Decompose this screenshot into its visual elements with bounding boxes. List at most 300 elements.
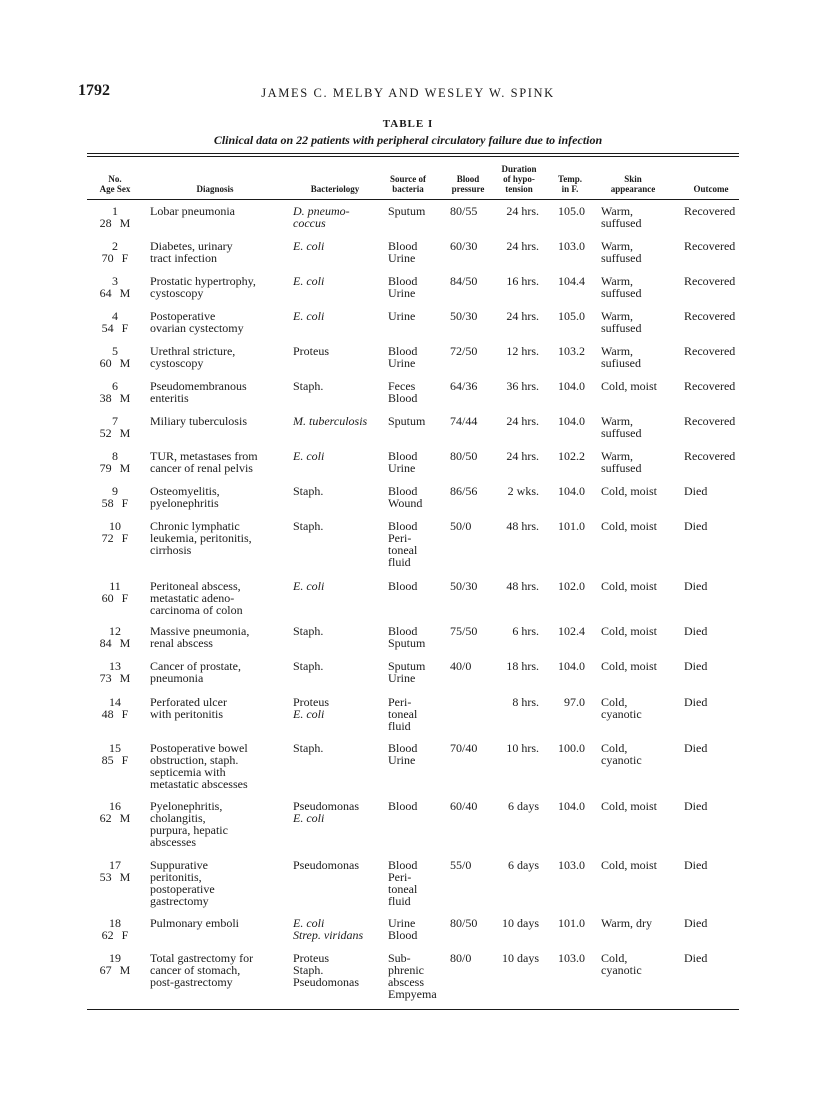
hypotension-duration: 24 hrs. bbox=[506, 449, 539, 463]
skin-appearance-cell bbox=[601, 520, 657, 532]
source-cell-line: Blood bbox=[388, 484, 418, 498]
diagnosis-cell-line: Pseudomembranous bbox=[150, 379, 247, 393]
bacteriology-cell-line: Staph. bbox=[293, 484, 324, 498]
sex: M bbox=[119, 356, 131, 370]
case-number: 14 bbox=[109, 695, 121, 709]
source-cell-line: Blood bbox=[388, 519, 418, 533]
blood-pressure: 50/0 bbox=[450, 519, 472, 533]
bacteriology-cell-line: D. pneumo- bbox=[293, 204, 350, 218]
diagnosis-cell-line: ovarian cystectomy bbox=[150, 321, 244, 335]
bacteriology-cell-line: Staph. bbox=[293, 624, 324, 638]
blood-pressure: 80/55 bbox=[450, 204, 478, 218]
diagnosis-cell-line: renal abscess bbox=[150, 636, 213, 650]
temperature: 102.2 bbox=[558, 449, 585, 463]
source-cell bbox=[388, 952, 437, 1000]
outcome: Recovered bbox=[684, 379, 736, 393]
skin-appearance-cell-line: Cold, moist bbox=[601, 519, 658, 533]
source-cell-line: Peri- bbox=[388, 531, 412, 545]
column-header-bp bbox=[440, 168, 496, 194]
skin-appearance-cell-line: cyanotic bbox=[601, 963, 642, 977]
diagnosis-cell-line: Cancer of prostate, bbox=[150, 659, 241, 673]
skin-appearance-cell-line: Warm, bbox=[601, 274, 634, 288]
source-cell bbox=[388, 917, 417, 941]
skin-appearance-cell bbox=[601, 800, 657, 812]
source-cell-line: Urine bbox=[388, 251, 416, 265]
bacteriology-cell bbox=[293, 952, 359, 988]
bacteriology-cell bbox=[293, 625, 323, 637]
diagnosis-cell bbox=[150, 580, 243, 616]
source-cell-line: Blood bbox=[388, 391, 418, 405]
header-bp-line2: pressure bbox=[451, 184, 485, 194]
hypotension-duration: 24 hrs. bbox=[506, 239, 539, 253]
age: 85 bbox=[101, 753, 114, 767]
age: 38 bbox=[99, 391, 112, 405]
sex: F bbox=[121, 251, 129, 265]
case-number-cell bbox=[96, 450, 134, 474]
bacteriology-cell bbox=[293, 917, 363, 941]
bacteriology-cell bbox=[293, 380, 323, 392]
hypotension-duration: 36 hrs. bbox=[506, 379, 539, 393]
bacteriology-cell-line: E. coli bbox=[293, 309, 325, 323]
hypotension-duration: 10 hrs. bbox=[506, 741, 539, 755]
diagnosis-cell bbox=[150, 742, 248, 790]
case-number-cell bbox=[96, 380, 134, 404]
bacteriology-cell bbox=[293, 520, 323, 532]
temperature: 100.0 bbox=[558, 741, 585, 755]
source-cell-line: Blood bbox=[388, 344, 418, 358]
source-cell-line: Urine bbox=[388, 309, 416, 323]
case-number-cell bbox=[96, 696, 134, 720]
header-temp-line2: in F. bbox=[561, 184, 579, 194]
source-cell bbox=[388, 485, 422, 509]
temperature: 104.4 bbox=[558, 274, 585, 288]
skin-appearance-cell bbox=[601, 310, 641, 334]
diagnosis-cell-line: Postoperative bowel bbox=[150, 741, 248, 755]
source-cell bbox=[388, 240, 417, 264]
skin-appearance-cell bbox=[601, 660, 657, 672]
diagnosis-cell-line: Postoperative bbox=[150, 309, 216, 323]
skin-appearance-cell-line: Cold, bbox=[601, 951, 628, 965]
outcome: Died bbox=[684, 624, 708, 638]
running-head: JAMES C. MELBY AND WESLEY W. SPINK bbox=[261, 86, 555, 100]
case-number-cell bbox=[96, 275, 134, 299]
diagnosis-cell bbox=[150, 625, 249, 649]
temperature: 103.0 bbox=[558, 239, 585, 253]
source-cell-line: Urine bbox=[388, 753, 416, 767]
skin-appearance-cell-line: suffused bbox=[601, 321, 642, 335]
diagnosis-cell-line: leukemia, peritonitis, bbox=[150, 531, 252, 545]
temperature: 104.0 bbox=[558, 799, 585, 813]
skin-appearance-cell-line: Cold, moist bbox=[601, 858, 658, 872]
hypotension-duration: 10 days bbox=[502, 916, 539, 930]
case-number: 17 bbox=[109, 858, 121, 872]
source-cell-line: Blood bbox=[388, 239, 418, 253]
age: 60 bbox=[99, 356, 112, 370]
source-cell bbox=[388, 580, 417, 592]
temperature: 104.0 bbox=[558, 659, 585, 673]
source-cell bbox=[388, 742, 417, 766]
source-cell-line: Peri- bbox=[388, 870, 412, 884]
header-source-line1: Source of bbox=[389, 174, 427, 184]
case-number: 8 bbox=[112, 449, 118, 463]
case-number: 12 bbox=[109, 624, 121, 638]
diagnosis-cell bbox=[150, 520, 252, 556]
age-sex bbox=[96, 929, 134, 941]
skin-appearance-cell bbox=[601, 580, 657, 592]
skin-appearance-cell bbox=[601, 380, 657, 392]
diagnosis-cell-line: Suppurative bbox=[150, 858, 208, 872]
source-cell-line: Sputum bbox=[388, 414, 426, 428]
header-rule-top-2 bbox=[87, 156, 739, 157]
case-number-cell bbox=[96, 580, 134, 604]
column-header-skin bbox=[596, 168, 670, 194]
case-number-cell bbox=[96, 917, 134, 941]
diagnosis-cell bbox=[150, 275, 256, 299]
skin-appearance-cell-line: Warm, dry bbox=[601, 916, 653, 930]
diagnosis-cell bbox=[150, 800, 228, 848]
source-cell-line: Blood bbox=[388, 741, 418, 755]
bacteriology-cell bbox=[293, 310, 324, 322]
bacteriology-cell-line: Pseudomonas bbox=[293, 975, 359, 989]
sex: F bbox=[121, 753, 129, 767]
sex: M bbox=[119, 811, 131, 825]
blood-pressure: 80/50 bbox=[450, 916, 478, 930]
column-header-no bbox=[92, 168, 138, 194]
diagnosis-cell-line: cirrhosis bbox=[150, 543, 192, 557]
skin-appearance-cell-line: Cold, moist bbox=[601, 624, 658, 638]
diagnosis-cell bbox=[150, 660, 241, 684]
case-number: 15 bbox=[109, 741, 121, 755]
skin-appearance-cell-line: Warm, bbox=[601, 309, 634, 323]
diagnosis-cell bbox=[150, 345, 235, 369]
case-number: 7 bbox=[112, 414, 118, 428]
source-cell-line: toneal bbox=[388, 543, 418, 557]
age-sex bbox=[96, 812, 134, 824]
skin-appearance-cell bbox=[601, 485, 657, 497]
header-bp-line1: Blood bbox=[456, 174, 480, 184]
blood-pressure: 72/50 bbox=[450, 344, 478, 358]
bacteriology-cell bbox=[293, 696, 329, 720]
sex: F bbox=[121, 496, 129, 510]
source-cell-line: Sputum bbox=[388, 636, 426, 650]
bacteriology-cell-line: E. coli bbox=[293, 239, 325, 253]
outcome: Recovered bbox=[684, 204, 736, 218]
sex: M bbox=[119, 426, 131, 440]
diagnosis-cell-line: peritonitis, bbox=[150, 870, 202, 884]
diagnosis-cell-line: post-gastrectomy bbox=[150, 975, 233, 989]
bacteriology-cell bbox=[293, 742, 323, 754]
skin-appearance-cell bbox=[601, 952, 642, 976]
header-outcome: Outcome bbox=[693, 184, 729, 194]
hypotension-duration: 8 hrs. bbox=[512, 695, 539, 709]
case-number-cell bbox=[96, 742, 134, 766]
diagnosis-cell-line: Diabetes, urinary bbox=[150, 239, 233, 253]
header-duration-line2: of hypo- bbox=[503, 174, 535, 184]
bacteriology-cell-line: E. coli bbox=[293, 707, 325, 721]
blood-pressure: 70/40 bbox=[450, 741, 478, 755]
age: 60 bbox=[101, 591, 114, 605]
age: 62 bbox=[99, 811, 112, 825]
diagnosis-cell-line: Massive pneumonia, bbox=[150, 624, 250, 638]
source-cell bbox=[388, 660, 425, 684]
blood-pressure: 60/40 bbox=[450, 799, 478, 813]
age-sex bbox=[96, 592, 134, 604]
skin-appearance-cell bbox=[601, 625, 657, 637]
outcome: Recovered bbox=[684, 449, 736, 463]
diagnosis-cell-line: Urethral stricture, bbox=[150, 344, 236, 358]
source-cell-line: fluid bbox=[388, 894, 411, 908]
sex: F bbox=[121, 591, 129, 605]
diagnosis-cell-line: cancer of stomach, bbox=[150, 963, 241, 977]
source-cell bbox=[388, 520, 417, 568]
source-cell bbox=[388, 450, 417, 474]
temperature: 104.0 bbox=[558, 379, 585, 393]
temperature: 102.4 bbox=[558, 624, 585, 638]
temperature: 97.0 bbox=[564, 695, 585, 709]
case-number: 9 bbox=[112, 484, 118, 498]
case-number-cell bbox=[96, 625, 134, 649]
bacteriology-cell-line: E. coli bbox=[293, 811, 325, 825]
case-number: 3 bbox=[112, 274, 118, 288]
case-number: 4 bbox=[112, 309, 118, 323]
header-source-line2: bacteria bbox=[392, 184, 424, 194]
source-cell-line: Blood bbox=[388, 858, 418, 872]
skin-appearance-cell-line: Warm, bbox=[601, 449, 634, 463]
case-number-cell bbox=[96, 660, 134, 684]
age-sex bbox=[96, 217, 134, 229]
diagnosis-cell bbox=[150, 415, 247, 427]
hypotension-duration: 6 days bbox=[508, 799, 539, 813]
bacteriology-cell bbox=[293, 859, 359, 871]
diagnosis-cell-line: gastrectomy bbox=[150, 894, 209, 908]
age: 53 bbox=[99, 870, 112, 884]
table-caption: Clinical data on 22 patients with peripheral circulatory failure due to infection bbox=[213, 133, 603, 147]
bacteriology-cell-line: Proteus bbox=[293, 951, 329, 965]
age: 73 bbox=[99, 671, 112, 685]
header-diagnosis: Diagnosis bbox=[196, 184, 234, 194]
sex: M bbox=[119, 461, 131, 475]
source-cell bbox=[388, 415, 425, 427]
outcome: Died bbox=[684, 695, 708, 709]
skin-appearance-cell-line: suffused bbox=[601, 286, 642, 300]
outcome: Died bbox=[684, 741, 708, 755]
bacteriology-cell bbox=[293, 415, 367, 427]
source-cell bbox=[388, 205, 425, 217]
case-number-cell bbox=[96, 800, 134, 824]
source-cell-line: Blood bbox=[388, 449, 418, 463]
outcome: Died bbox=[684, 659, 708, 673]
source-cell-line: Sputum bbox=[388, 659, 426, 673]
diagnosis-cell-line: Lobar pneumonia bbox=[150, 204, 235, 218]
diagnosis-cell-line: TUR, metastases from bbox=[150, 449, 258, 463]
bacteriology-cell bbox=[293, 205, 350, 229]
diagnosis-cell-line: Perforated ulcer bbox=[150, 695, 227, 709]
bacteriology-cell-line: Staph. bbox=[293, 519, 324, 533]
table-label: TABLE I bbox=[382, 118, 434, 130]
bacteriology-cell bbox=[293, 275, 324, 287]
diagnosis-cell-line: Prostatic hypertrophy, bbox=[150, 274, 256, 288]
source-cell-line: Feces bbox=[388, 379, 416, 393]
hypotension-duration: 24 hrs. bbox=[506, 414, 539, 428]
blood-pressure: 84/50 bbox=[450, 274, 478, 288]
header-bacteriology: Bacteriology bbox=[310, 184, 360, 194]
age: 72 bbox=[101, 531, 114, 545]
header-no-line2: Age Sex bbox=[99, 184, 131, 194]
age-sex bbox=[96, 672, 134, 684]
case-number: 13 bbox=[109, 659, 121, 673]
case-number-cell bbox=[96, 485, 134, 509]
blood-pressure: 80/50 bbox=[450, 449, 478, 463]
sex: M bbox=[119, 286, 131, 300]
blood-pressure: 74/44 bbox=[450, 414, 478, 428]
source-cell-line: fluid bbox=[388, 555, 411, 569]
temperature: 105.0 bbox=[558, 309, 585, 323]
case-number-cell bbox=[96, 520, 134, 544]
diagnosis-cell-line: pneumonia bbox=[150, 671, 204, 685]
bacteriology-cell-line: Staph. bbox=[293, 379, 324, 393]
skin-appearance-cell-line: suffused bbox=[601, 251, 642, 265]
column-header-diagnosis bbox=[170, 168, 260, 194]
age-sex bbox=[96, 964, 134, 976]
skin-appearance-cell-line: Warm, bbox=[601, 414, 634, 428]
blood-pressure: 80/0 bbox=[450, 951, 472, 965]
bacteriology-cell-line: Staph. bbox=[293, 659, 324, 673]
case-number: 10 bbox=[109, 519, 121, 533]
hypotension-duration: 10 days bbox=[502, 951, 539, 965]
skin-appearance-cell-line: suffused bbox=[601, 216, 642, 230]
skin-appearance-cell bbox=[601, 240, 641, 264]
skin-appearance-cell bbox=[601, 450, 641, 474]
case-number-cell bbox=[96, 345, 134, 369]
bacteriology-cell-line: E. coli bbox=[293, 579, 325, 593]
age-sex bbox=[96, 427, 134, 439]
skin-appearance-cell bbox=[601, 275, 641, 299]
skin-appearance-cell bbox=[601, 205, 641, 229]
header-rule-bottom bbox=[87, 199, 739, 200]
header-duration-line3: tension bbox=[505, 184, 533, 194]
bacteriology-cell bbox=[293, 485, 323, 497]
bacteriology-cell-line: Strep. viridans bbox=[293, 928, 364, 942]
diagnosis-cell bbox=[150, 450, 258, 474]
skin-appearance-cell bbox=[601, 345, 641, 369]
sex: F bbox=[121, 321, 129, 335]
column-header-duration bbox=[492, 158, 546, 194]
diagnosis-cell-line: cancer of renal pelvis bbox=[150, 461, 253, 475]
bacteriology-cell-line: coccus bbox=[293, 216, 326, 230]
diagnosis-cell-line: metastatic adeno- bbox=[150, 591, 235, 605]
diagnosis-cell-line: cystoscopy bbox=[150, 356, 204, 370]
header-rule-top bbox=[87, 153, 739, 154]
diagnosis-cell-line: Total gastrectomy for bbox=[150, 951, 254, 965]
diagnosis-cell bbox=[150, 859, 215, 907]
blood-pressure: 50/30 bbox=[450, 309, 478, 323]
temperature: 101.0 bbox=[558, 916, 585, 930]
outcome: Died bbox=[684, 519, 708, 533]
age-sex bbox=[96, 532, 134, 544]
diagnosis-cell-line: Pulmonary emboli bbox=[150, 916, 239, 930]
bacteriology-cell-line: Pseudomonas bbox=[293, 858, 359, 872]
outcome: Recovered bbox=[684, 414, 736, 428]
diagnosis-cell-line: enteritis bbox=[150, 391, 189, 405]
age-sex bbox=[96, 871, 134, 883]
bacteriology-cell-line: Proteus bbox=[293, 344, 329, 358]
blood-pressure: 50/30 bbox=[450, 579, 478, 593]
age: 62 bbox=[101, 928, 114, 942]
case-number: 1 bbox=[112, 204, 118, 218]
hypotension-duration: 48 hrs. bbox=[506, 519, 539, 533]
source-cell bbox=[388, 696, 417, 732]
hypotension-duration: 6 days bbox=[508, 858, 539, 872]
page-number: 1792 bbox=[78, 82, 110, 99]
diagnosis-cell-line: with peritonitis bbox=[150, 707, 223, 721]
source-cell-line: Urine bbox=[388, 916, 416, 930]
source-cell-line: fluid bbox=[388, 719, 411, 733]
hypotension-duration: 48 hrs. bbox=[506, 579, 539, 593]
source-cell-line: Sputum bbox=[388, 204, 426, 218]
diagnosis-cell-line: carcinoma of colon bbox=[150, 603, 243, 617]
bacteriology-cell bbox=[293, 660, 323, 672]
skin-appearance-cell bbox=[601, 415, 641, 439]
age: 67 bbox=[99, 963, 112, 977]
diagnosis-cell-line: cystoscopy bbox=[150, 286, 204, 300]
bacteriology-cell bbox=[293, 345, 329, 357]
skin-appearance-cell bbox=[601, 917, 652, 929]
blood-pressure: 86/56 bbox=[450, 484, 478, 498]
age-sex bbox=[96, 392, 134, 404]
diagnosis-cell-line: tract infection bbox=[150, 251, 217, 265]
bacteriology-cell-line: Staph. bbox=[293, 741, 324, 755]
header-temp-line1: Temp. bbox=[558, 174, 582, 184]
source-cell-line: Empyema bbox=[388, 987, 437, 1001]
diagnosis-cell-line: septicemia with bbox=[150, 765, 226, 779]
age: 48 bbox=[101, 707, 114, 721]
temperature: 102.0 bbox=[558, 579, 585, 593]
sex: M bbox=[119, 636, 131, 650]
skin-appearance-cell-line: Warm, bbox=[601, 239, 634, 253]
diagnosis-cell bbox=[150, 917, 239, 929]
case-number: 18 bbox=[109, 916, 121, 930]
sex: M bbox=[119, 391, 131, 405]
age-sex bbox=[96, 322, 134, 334]
source-cell-line: Blood bbox=[388, 274, 418, 288]
blood-pressure: 75/50 bbox=[450, 624, 478, 638]
source-cell bbox=[388, 310, 415, 322]
column-header-source bbox=[380, 168, 436, 194]
temperature: 105.0 bbox=[558, 204, 585, 218]
age-sex bbox=[96, 708, 134, 720]
diagnosis-cell bbox=[150, 205, 235, 217]
case-number: 11 bbox=[109, 579, 121, 593]
age-sex bbox=[96, 754, 134, 766]
skin-appearance-cell-line: suffused bbox=[601, 426, 642, 440]
case-number-cell bbox=[96, 205, 134, 229]
case-number-cell bbox=[96, 415, 134, 439]
diagnosis-cell-line: pyelonephritis bbox=[150, 496, 219, 510]
diagnosis-cell-line: Peritoneal abscess, bbox=[150, 579, 241, 593]
source-cell-line: Urine bbox=[388, 461, 416, 475]
source-cell bbox=[388, 345, 417, 369]
source-cell bbox=[388, 275, 417, 299]
source-cell-line: Blood bbox=[388, 799, 418, 813]
diagnosis-cell-line: cholangitis, bbox=[150, 811, 206, 825]
sex: M bbox=[119, 216, 131, 230]
skin-appearance-cell-line: Warm, bbox=[601, 204, 634, 218]
blood-pressure: 55/0 bbox=[450, 858, 472, 872]
skin-appearance-cell bbox=[601, 742, 642, 766]
column-header-outcome bbox=[680, 168, 742, 194]
source-cell-line: Urine bbox=[388, 286, 416, 300]
source-cell-line: Blood bbox=[388, 928, 418, 942]
